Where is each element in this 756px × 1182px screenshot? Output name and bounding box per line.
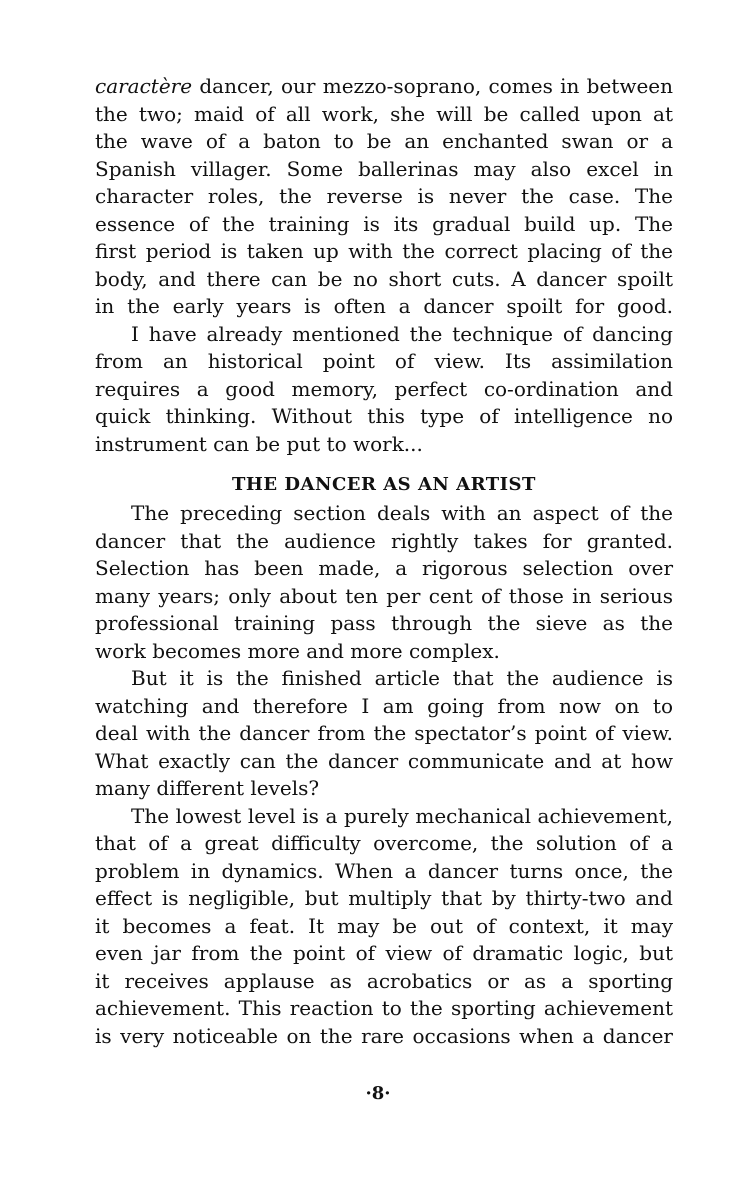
text-line: many different levels? bbox=[95, 776, 320, 800]
text-line: watching and therefore I am going from now on to bbox=[95, 693, 673, 718]
page-body bbox=[95, 73, 673, 1050]
text-line: caractère dancer, our mezzo-soprano, comes in between bbox=[95, 74, 673, 98]
text-line: What exactly can the dancer communicate and at how bbox=[95, 748, 673, 773]
text-line: it becomes a feat. It may be out of context, it may bbox=[95, 913, 673, 938]
text-line: professional training pass through the sieve as the bbox=[95, 611, 673, 635]
text-line: But it is the finished article that the audience is bbox=[131, 666, 673, 690]
text-line: the wave of a baton to be an enchanted swan or a bbox=[95, 129, 673, 153]
text-line: essence of the training is its gradual build up. The bbox=[95, 211, 673, 236]
paragraph-3 bbox=[95, 500, 673, 665]
italic-word: caractère bbox=[95, 74, 193, 98]
paragraph-2 bbox=[95, 321, 673, 459]
text-line: The lowest level is a purely mechanical achievement, bbox=[131, 803, 673, 828]
text-line: that of a great difficulty overcome, the solution of a bbox=[95, 831, 673, 855]
text-line: first period is taken up with the correct placing of the bbox=[95, 239, 673, 263]
text-line: quick thinking. Without this type of intelligence no bbox=[95, 404, 673, 428]
section-heading: THE DANCER AS AN ARTIST bbox=[232, 474, 536, 495]
page-number: ·8· bbox=[365, 1083, 391, 1104]
text-line: in the early years is often a dancer spoilt for good. bbox=[95, 294, 673, 318]
text-line: it receives applause as acrobatics or as a sporting bbox=[95, 968, 673, 993]
text-line: from an historical point of view. Its assimilation bbox=[95, 349, 673, 373]
text-line: problem in dynamics. When a dancer turns once, the bbox=[95, 858, 673, 883]
text-line: body, and there can be no short cuts. A dancer spoilt bbox=[95, 266, 673, 291]
paragraph-1 bbox=[95, 73, 673, 321]
text-line: Spanish villager. Some ballerinas may also excel in bbox=[95, 156, 673, 181]
text-line: Selection has been made, a rigorous selection over bbox=[95, 556, 673, 580]
text-line: is very noticeable on the rare occasions when a dancer bbox=[95, 1023, 673, 1048]
paragraph-5 bbox=[95, 803, 673, 1051]
text-line: character roles, the reverse is never the case. The bbox=[95, 184, 673, 208]
text-line: The preceding section deals with an aspect of the bbox=[131, 501, 673, 525]
text-line: many years; only about ten per cent of those in serious bbox=[95, 583, 673, 608]
paragraph-4 bbox=[95, 665, 673, 803]
text-line: requires a good memory, perfect co-ordination and bbox=[95, 376, 673, 401]
text-line: even jar from the point of view of dramatic logic, but bbox=[95, 941, 673, 965]
text-line: effect is negligible, but multiply that by thirty-two and bbox=[95, 886, 673, 910]
text-line: I have already mentioned the technique of dancing bbox=[131, 321, 673, 346]
text-line: dancer that the audience rightly takes for granted. bbox=[95, 528, 673, 553]
text-line: work becomes more and more complex. bbox=[95, 638, 500, 663]
text-line: the two; maid of all work, she will be called upon at bbox=[95, 101, 673, 126]
text-line: achievement. This reaction to the sporting achievement bbox=[95, 996, 673, 1020]
text-line: deal with the dancer from the spectator’s point of view. bbox=[95, 721, 673, 745]
text-line: instrument can be put to work... bbox=[95, 431, 423, 456]
